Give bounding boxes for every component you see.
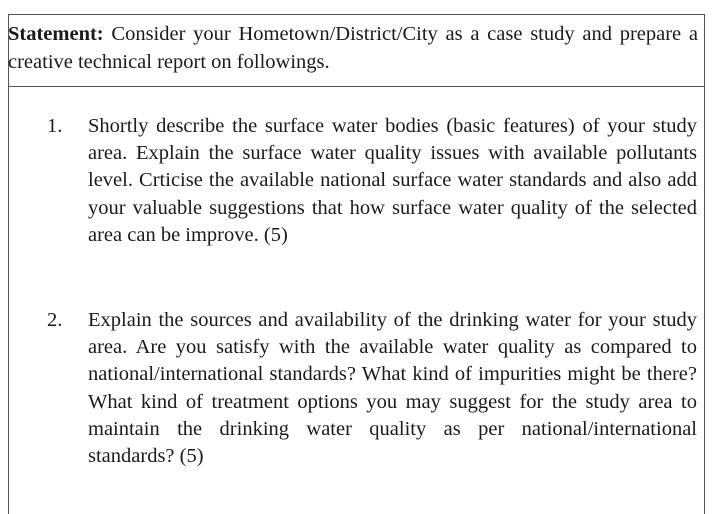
question-number: 1. bbox=[47, 115, 63, 137]
divider bbox=[8, 86, 705, 87]
statement-paragraph bbox=[8, 20, 698, 76]
statement-label: Statement: bbox=[8, 23, 104, 45]
question-item bbox=[47, 113, 697, 249]
question-number: 2. bbox=[47, 309, 63, 331]
question-item bbox=[47, 307, 697, 470]
question-text: Explain the sources and availability of the drinking water for your study area. Are you satisfy with the available water quality as compared to national/international standards? What kind of impurities might be there? What kind of treatment options you may suggest for the study area to maintain the drinking water quality as per national/international standards? (5) bbox=[88, 309, 697, 468]
statement-text: Consider your Hometown/District/City as a case study and prepare a creative technical report on followings. bbox=[8, 23, 698, 73]
question-text: Shortly describe the surface water bodies (basic features) of your study area. Explain the surface water quality issues with available pollutants level. Crticise the available national surface water standards and also add your valuable suggestions that how surface water quality of the selected area can be improve. (5) bbox=[88, 115, 697, 246]
